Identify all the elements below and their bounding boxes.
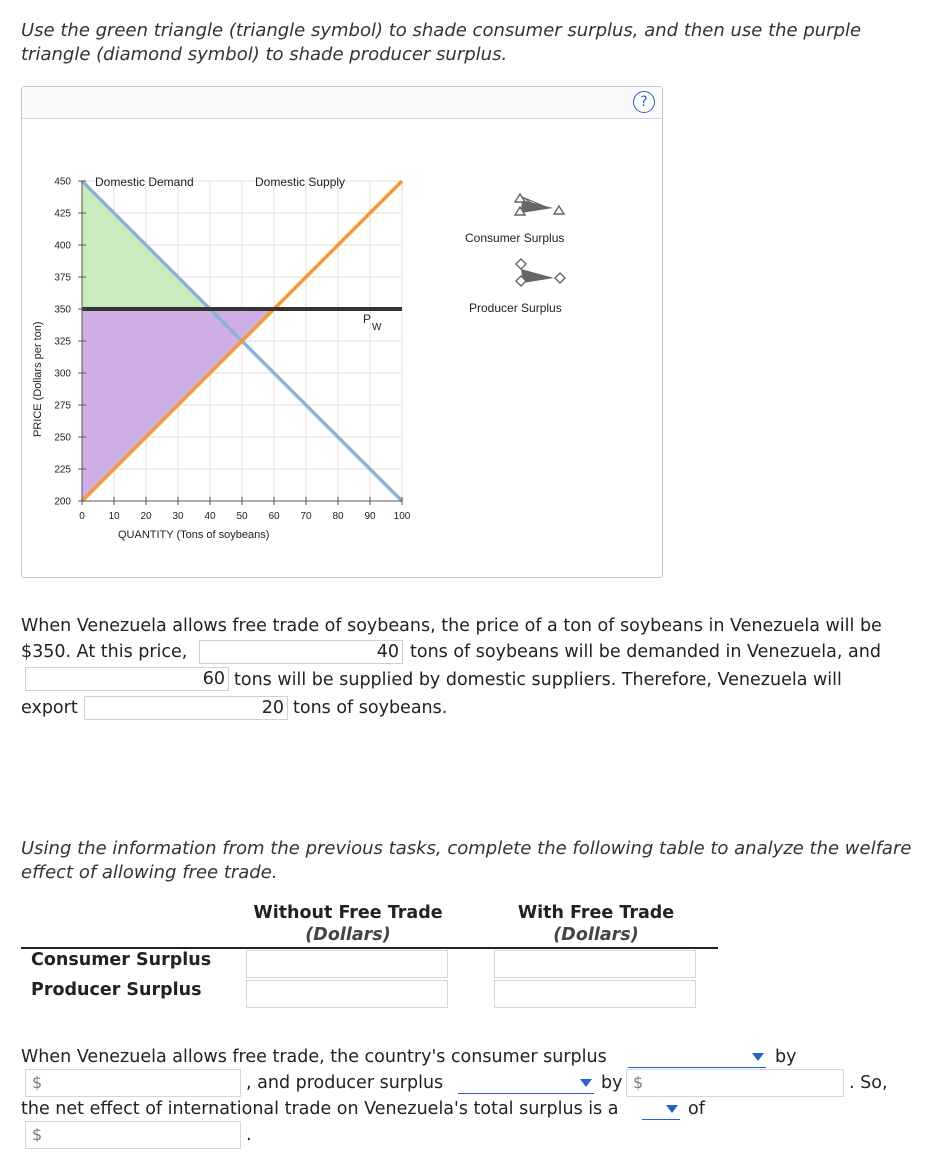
welfare-by-label-1: by — [775, 1047, 797, 1067]
producer-surplus-tool-label: Producer Surplus — [469, 301, 562, 315]
x-tick-label: 60 — [268, 511, 280, 522]
y-tick-label: 275 — [54, 400, 71, 412]
trade-paragraph-line2-end: tons of soybeans will be demanded in Venezuela, and — [410, 642, 881, 662]
help-button[interactable]: ? — [633, 91, 655, 113]
welfare-sentence-part3: the net effect of international trade on Venezuela's total surplus is a — [21, 1099, 619, 1119]
net-effect-amount-input[interactable] — [25, 1121, 241, 1149]
consumer-surplus-change-dropdown[interactable] — [628, 1046, 766, 1068]
x-tick-label: 30 — [172, 511, 184, 522]
cs-without-trade-input[interactable] — [246, 950, 448, 978]
ps-with-trade-input[interactable] — [494, 980, 696, 1008]
x-tick-label: 20 — [140, 511, 152, 522]
x-tick-label: 40 — [204, 511, 216, 522]
x-tick-label: 0 — [79, 511, 85, 522]
net-effect-dropdown[interactable] — [642, 1098, 680, 1120]
y-tick-label: 425 — [54, 208, 71, 220]
trade-paragraph-line1: When Venezuela allows free trade of soybeans, the price of a ton of soybeans in Venezuela will be — [21, 616, 882, 636]
trade-paragraph-line3-end: tons will be supplied by domestic suppliers. Therefore, Venezuela will — [234, 670, 842, 690]
trade-paragraph-line4-end: tons of soybeans. — [293, 698, 448, 718]
export-label: export — [21, 698, 78, 718]
instructions-text: Use the green triangle (triangle symbol) to shade consumer surplus, and then use the purple triangle (diamond symbol) to shade producer surplus. — [21, 20, 862, 65]
welfare-sentence-part1: When Venezuela allows free trade, the country's consumer surplus — [21, 1047, 607, 1067]
y-tick-label: 250 — [54, 432, 71, 444]
y-tick-label: 325 — [54, 336, 71, 348]
y-tick-label: 350 — [54, 304, 71, 316]
cs-with-trade-input[interactable] — [494, 950, 696, 978]
welfare-by-label-2: by — [601, 1073, 623, 1093]
consumer-surplus-tool-label: Consumer Surplus — [465, 231, 565, 245]
row-label-consumer-surplus: Consumer Surplus — [31, 950, 212, 970]
col-header-without-trade — [243, 902, 453, 946]
graph-panel — [21, 86, 663, 578]
chevron-down-icon — [666, 1105, 678, 1113]
y-axis-label: PRICE (Dollars per ton) — [32, 321, 44, 437]
x-tick-label: 100 — [393, 511, 411, 522]
table-header-divider — [21, 947, 718, 949]
producer-surplus-tool[interactable] — [469, 259, 565, 315]
chevron-down-icon — [580, 1079, 592, 1087]
world-price-label-w: W — [372, 322, 382, 333]
demand-curve-label: Domestic Demand — [95, 175, 194, 189]
consumer-surplus-tool[interactable] — [465, 194, 564, 245]
welfare-period: . — [246, 1125, 252, 1145]
row-label-producer-surplus: Producer Surplus — [31, 980, 202, 1000]
producer-surplus-change-dropdown[interactable] — [458, 1072, 594, 1094]
col-header-with-trade — [491, 902, 701, 946]
y-tick-label: 400 — [54, 240, 71, 252]
dollar-sign: $ — [32, 1125, 43, 1144]
cs-change-amount-input[interactable] — [25, 1069, 241, 1097]
welfare-of-label: of — [688, 1099, 705, 1119]
y-tick-label: 375 — [54, 272, 71, 284]
y-tick-label: 225 — [54, 464, 71, 476]
y-tick-label: 450 — [54, 176, 71, 188]
col-header-without-trade-title: Without Free Trade — [253, 903, 443, 923]
ps-change-amount-input[interactable] — [626, 1069, 844, 1097]
world-price-label-p: P — [363, 312, 372, 326]
quantity-demanded-field[interactable]: 40 — [199, 640, 403, 664]
col-header-with-trade-unit: (Dollars) — [553, 925, 639, 945]
ps-without-trade-input[interactable] — [246, 980, 448, 1008]
x-tick-label: 10 — [108, 511, 120, 522]
welfare-sentence-part2: , and producer surplus — [246, 1073, 444, 1093]
welfare-so-label: . So, — [849, 1073, 888, 1093]
x-tick-label: 90 — [364, 511, 376, 522]
col-header-without-trade-unit: (Dollars) — [305, 925, 391, 945]
export-quantity-field[interactable]: 20 — [84, 696, 288, 720]
triangle-tool-icon — [515, 194, 564, 215]
supply-curve-label: Domestic Supply — [255, 175, 346, 189]
y-tick-label: 200 — [54, 496, 71, 508]
x-tick-label: 70 — [300, 511, 312, 522]
chevron-down-icon — [752, 1053, 764, 1061]
dollar-sign: $ — [32, 1073, 43, 1092]
x-tick-label: 50 — [236, 511, 248, 522]
quantity-supplied-field[interactable]: 60 — [25, 667, 229, 691]
y-tick-label: 300 — [54, 368, 71, 380]
diamond-tool-icon — [516, 259, 565, 286]
col-header-with-trade-title: With Free Trade — [517, 903, 675, 923]
table-instructions: Using the information from the previous tasks, complete the following table to analyze the welfare effect of allowing free trade. — [21, 838, 912, 883]
trade-paragraph-line2-start: $350. At this price, — [21, 642, 188, 662]
x-tick-label: 80 — [332, 511, 344, 522]
dollar-sign: $ — [633, 1073, 644, 1092]
x-axis-label: QUANTITY (Tons of soybeans) — [118, 529, 270, 541]
supply-demand-chart[interactable] — [22, 87, 662, 577]
